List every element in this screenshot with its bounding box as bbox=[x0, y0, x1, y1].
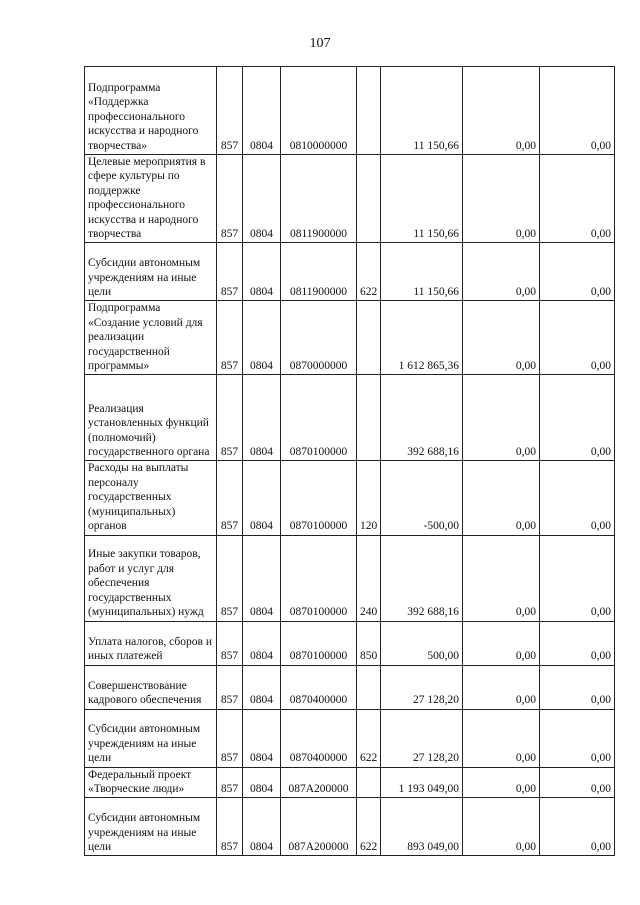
row-name-cell: Подпрограмма «Поддержка профессионального искусства и народного творчества» bbox=[85, 67, 217, 155]
amount-year3-cell: 0,00 bbox=[540, 461, 615, 535]
expense-type-cell: 622 bbox=[357, 798, 381, 856]
amount-year2-cell: 0,00 bbox=[463, 155, 540, 243]
amount-year2-cell: 0,00 bbox=[463, 301, 540, 375]
amount-year2-cell: 0,00 bbox=[463, 798, 540, 856]
ved-code-cell: 857 bbox=[217, 767, 243, 798]
table-row bbox=[85, 375, 615, 461]
row-name-cell: Подпрограмма «Создание условий для реализации государственной программы» bbox=[85, 301, 217, 375]
expense-type-cell: 120 bbox=[357, 461, 381, 535]
amount-year3-cell: 0,00 bbox=[540, 67, 615, 155]
row-name-cell: Уплата налогов, сборов и иных платежей bbox=[85, 621, 217, 665]
amount-year3-cell: 0,00 bbox=[540, 155, 615, 243]
amount-year1-cell: 1 193 049,00 bbox=[381, 767, 463, 798]
expense-type-cell: 850 bbox=[357, 621, 381, 665]
ved-code-cell: 857 bbox=[217, 535, 243, 621]
ved-code-cell: 857 bbox=[217, 301, 243, 375]
amount-year3-cell: 0,00 bbox=[540, 621, 615, 665]
row-name-cell: Расходы на выплаты персоналу государственных (муниципальных) органов bbox=[85, 461, 217, 535]
amount-year1-cell: 11 150,66 bbox=[381, 155, 463, 243]
ved-code-cell: 857 bbox=[217, 798, 243, 856]
expense-type-cell bbox=[357, 301, 381, 375]
amount-year2-cell: 0,00 bbox=[463, 375, 540, 461]
target-article-cell: 0870400000 bbox=[281, 709, 357, 767]
amount-year3-cell: 0,00 bbox=[540, 535, 615, 621]
row-name-cell: Субсидии автономным учреждениям на иные цели bbox=[85, 243, 217, 301]
section-code-cell: 0804 bbox=[243, 767, 281, 798]
amount-year3-cell: 0,00 bbox=[540, 665, 615, 709]
target-article-cell: 0811900000 bbox=[281, 243, 357, 301]
ved-code-cell: 857 bbox=[217, 709, 243, 767]
amount-year1-cell: 1 612 865,36 bbox=[381, 301, 463, 375]
amount-year3-cell: 0,00 bbox=[540, 767, 615, 798]
target-article-cell: 0811900000 bbox=[281, 155, 357, 243]
amount-year3-cell: 0,00 bbox=[540, 709, 615, 767]
expense-type-cell bbox=[357, 767, 381, 798]
section-code-cell: 0804 bbox=[243, 243, 281, 301]
section-code-cell: 0804 bbox=[243, 665, 281, 709]
row-name-cell: Целевые мероприятия в сфере культуры по поддержке профессионального искусства и народного творчества bbox=[85, 155, 217, 243]
amount-year1-cell: 392 688,16 bbox=[381, 375, 463, 461]
table-row bbox=[85, 535, 615, 621]
row-name-cell: Субсидии автономным учреждениям на иные цели bbox=[85, 798, 217, 856]
target-article-cell: 0870100000 bbox=[281, 621, 357, 665]
target-article-cell: 0870100000 bbox=[281, 461, 357, 535]
section-code-cell: 0804 bbox=[243, 461, 281, 535]
amount-year2-cell: 0,00 bbox=[463, 461, 540, 535]
table-row bbox=[85, 461, 615, 535]
section-code-cell: 0804 bbox=[243, 621, 281, 665]
expense-type-cell: 622 bbox=[357, 243, 381, 301]
table-row bbox=[85, 665, 615, 709]
row-name-cell: Реализация установленных функций (полномочий) государственного органа bbox=[85, 375, 217, 461]
expense-type-cell bbox=[357, 665, 381, 709]
target-article-cell: 087A200000 bbox=[281, 767, 357, 798]
target-article-cell: 087A200000 bbox=[281, 798, 357, 856]
table-row bbox=[85, 798, 615, 856]
row-name-cell: Субсидии автономным учреждениям на иные цели bbox=[85, 709, 217, 767]
amount-year3-cell: 0,00 bbox=[540, 301, 615, 375]
table-row bbox=[85, 155, 615, 243]
target-article-cell: 0810000000 bbox=[281, 67, 357, 155]
amount-year2-cell: 0,00 bbox=[463, 709, 540, 767]
amount-year2-cell: 0,00 bbox=[463, 621, 540, 665]
ved-code-cell: 857 bbox=[217, 67, 243, 155]
section-code-cell: 0804 bbox=[243, 709, 281, 767]
expense-type-cell bbox=[357, 67, 381, 155]
amount-year1-cell: 392 688,16 bbox=[381, 535, 463, 621]
row-name-cell: Иные закупки товаров, работ и услуг для обеспечения государственных (муниципальных) нужд bbox=[85, 535, 217, 621]
target-article-cell: 0870100000 bbox=[281, 535, 357, 621]
table-row bbox=[85, 67, 615, 155]
ved-code-cell: 857 bbox=[217, 665, 243, 709]
section-code-cell: 0804 bbox=[243, 375, 281, 461]
ved-code-cell: 857 bbox=[217, 621, 243, 665]
expense-type-cell: 622 bbox=[357, 709, 381, 767]
table-row bbox=[85, 709, 615, 767]
amount-year1-cell: 893 049,00 bbox=[381, 798, 463, 856]
amount-year1-cell: -500,00 bbox=[381, 461, 463, 535]
page-number: 107 bbox=[309, 36, 331, 51]
section-code-cell: 0804 bbox=[243, 798, 281, 856]
section-code-cell: 0804 bbox=[243, 301, 281, 375]
expense-type-cell: 240 bbox=[357, 535, 381, 621]
row-name-cell: Совершенствование кадрового обеспечения bbox=[85, 665, 217, 709]
expense-type-cell bbox=[357, 155, 381, 243]
expense-type-cell bbox=[357, 375, 381, 461]
ved-code-cell: 857 bbox=[217, 375, 243, 461]
budget-table bbox=[84, 66, 615, 856]
table-row bbox=[85, 621, 615, 665]
amount-year2-cell: 0,00 bbox=[463, 535, 540, 621]
amount-year3-cell: 0,00 bbox=[540, 798, 615, 856]
target-article-cell: 0870100000 bbox=[281, 375, 357, 461]
row-name-cell: Федеральный проект «Творческие люди» bbox=[85, 767, 217, 798]
amount-year2-cell: 0,00 bbox=[463, 243, 540, 301]
ved-code-cell: 857 bbox=[217, 243, 243, 301]
amount-year1-cell: 11 150,66 bbox=[381, 243, 463, 301]
target-article-cell: 0870400000 bbox=[281, 665, 357, 709]
section-code-cell: 0804 bbox=[243, 155, 281, 243]
amount-year1-cell: 11 150,66 bbox=[381, 67, 463, 155]
amount-year1-cell: 27 128,20 bbox=[381, 665, 463, 709]
target-article-cell: 0870000000 bbox=[281, 301, 357, 375]
amount-year2-cell: 0,00 bbox=[463, 665, 540, 709]
ved-code-cell: 857 bbox=[217, 461, 243, 535]
amount-year1-cell: 500,00 bbox=[381, 621, 463, 665]
section-code-cell: 0804 bbox=[243, 535, 281, 621]
amount-year2-cell: 0,00 bbox=[463, 767, 540, 798]
section-code-cell: 0804 bbox=[243, 67, 281, 155]
table-row bbox=[85, 243, 615, 301]
amount-year1-cell: 27 128,20 bbox=[381, 709, 463, 767]
table-row bbox=[85, 301, 615, 375]
amount-year3-cell: 0,00 bbox=[540, 243, 615, 301]
table-row bbox=[85, 767, 615, 798]
amount-year2-cell: 0,00 bbox=[463, 67, 540, 155]
ved-code-cell: 857 bbox=[217, 155, 243, 243]
amount-year3-cell: 0,00 bbox=[540, 375, 615, 461]
